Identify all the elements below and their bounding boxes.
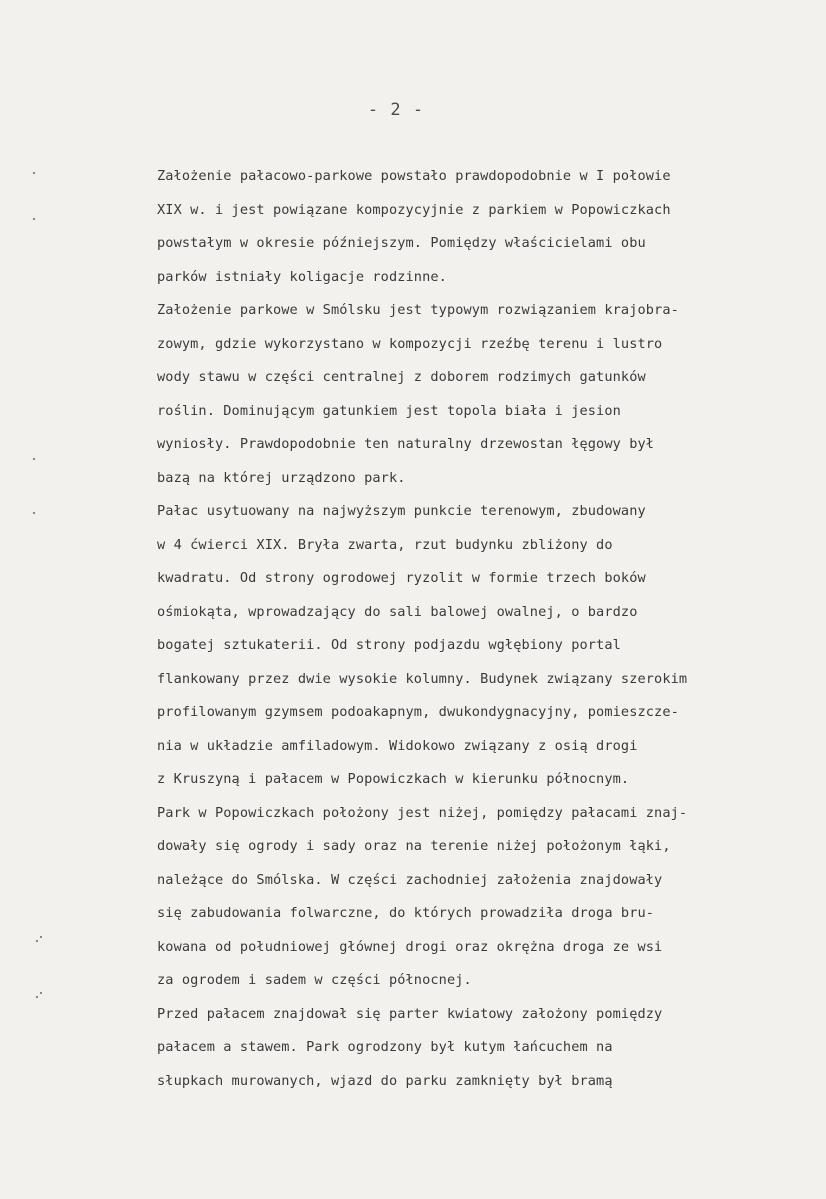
text-line: Założenie parkowe w Smólsku jest typowym rozwiązaniem krajobra- xyxy=(157,302,679,318)
margin-mark xyxy=(36,996,38,998)
text-line: za ogrodem i sadem w części północnej. xyxy=(157,972,472,988)
body-text xyxy=(157,160,825,1098)
text-line: kwadratu. Od strony ogrodowej ryzolit w formie trzech boków xyxy=(157,570,646,586)
text-line: Przed pałacem znajdował się parter kwiatowy założony pomiędzy xyxy=(157,1005,663,1022)
text-line: powstałym w okresie późniejszym. Pomiędzy właścicielami obu xyxy=(157,235,646,251)
text-line: parków istniały koligacje rodzinne. xyxy=(157,268,447,285)
text-line: Pałac usytuowany na najwyższym punkcie terenowym, zbudowany xyxy=(157,503,646,519)
text-line: się zabudowania folwarczne, do których prowadziła droga bru- xyxy=(157,905,655,921)
text-line: z Kruszyną i pałacem w Popowiczkach w kierunku północnym. xyxy=(157,771,630,787)
margin-mark xyxy=(33,172,35,174)
margin-mark xyxy=(33,512,35,514)
text-line: wody stawu w części centralnej z doborem rodzimych gatunków xyxy=(157,369,646,385)
text-line: zowym, gdzie wykorzystano w kompozycji rzeźbę terenu i lustro xyxy=(157,335,663,352)
text-line: wyniosły. Prawdopodobnie ten naturalny drzewostan łęgowy był xyxy=(157,436,655,452)
page-number: - 2 - xyxy=(367,100,425,120)
margin-mark xyxy=(36,940,38,942)
text-line: ośmiokąta, wprowadzający do sali balowej owalnej, o bardzo xyxy=(157,603,638,620)
text-line: należące do Smólska. W części zachodniej założenia znajdowały xyxy=(157,871,663,888)
text-line: flankowany przez dwie wysokie kolumny. Budynek związany szerokim xyxy=(157,670,688,687)
text-line: kowana od południowej głównej drogi oraz okrężna droga ze wsi xyxy=(157,938,663,955)
margin-mark xyxy=(33,218,35,220)
text-line: roślin. Dominującym gatunkiem jest topola biała i jesion xyxy=(157,402,621,419)
text-line: XIX w. i jest powiązane kompozycyjnie z parkiem w Popowiczkach xyxy=(157,201,671,218)
text-line: nia w układzie amfiladowym. Widokowo związany z osią drogi xyxy=(157,737,638,754)
margin-mark xyxy=(40,992,42,994)
text-line: bogatej sztukaterii. Od strony podjazdu wgłębiony portal xyxy=(157,637,621,653)
margin-mark xyxy=(40,936,42,938)
text-line: w 4 ćwierci XIX. Bryła zwarta, rzut budynku zbliżony do xyxy=(157,536,613,553)
text-line: Park w Popowiczkach położony jest niżej, pomiędzy pałacami znaj- xyxy=(157,804,688,821)
text-line: profilowanym gzymsem podoakapnym, dwukondygnacyjny, pomieszcze- xyxy=(157,704,679,720)
text-line: bazą na której urządzono park. xyxy=(157,469,406,486)
text-line: słupkach murowanych, wjazd do parku zamknięty był bramą xyxy=(157,1072,613,1089)
margin-mark xyxy=(33,458,35,460)
text-line: pałacem a stawem. Park ogrodzony był kutym łańcuchem na xyxy=(157,1039,613,1055)
text-line: Założenie pałacowo-parkowe powstało prawdopodobnie w I połowie xyxy=(157,168,671,184)
text-line: dowały się ogrody i sady oraz na terenie niżej położonym łąki, xyxy=(157,838,671,854)
